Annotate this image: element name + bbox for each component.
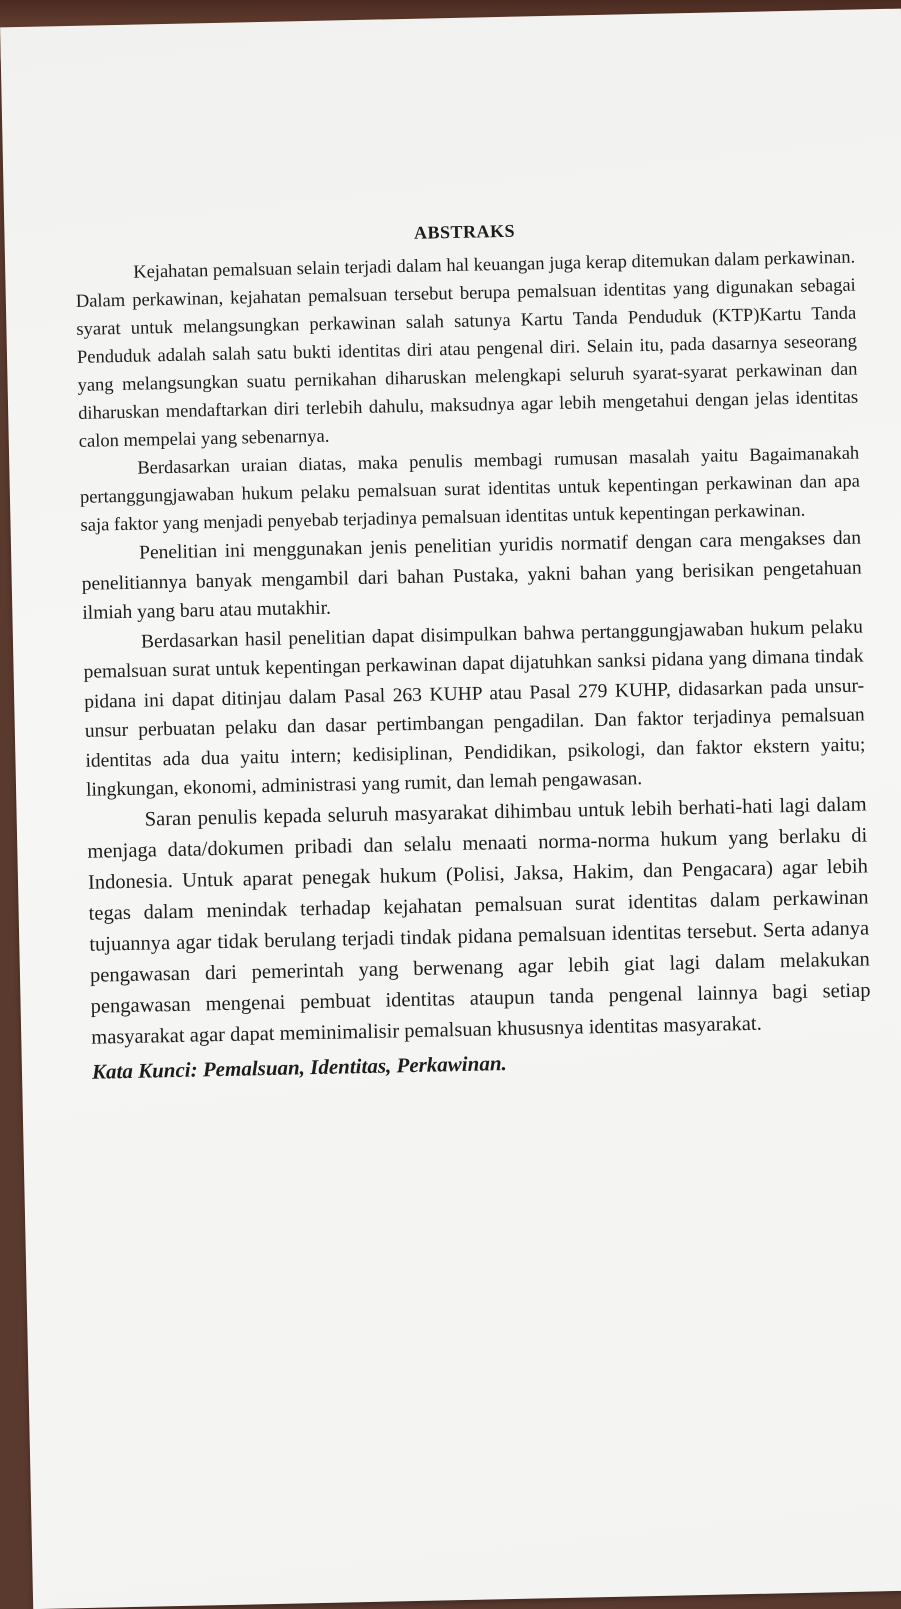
abstract-section <box>74 210 872 1088</box>
abstract-paragraph-4: Berdasarkan hasil penelitian dapat disimpulkan bahwa pertanggungjawaban hukum pelaku pemalsuan surat untuk kepentingan perkawinan dapat dijatuhkan sanksi pidana yang dimana tindak pidana ini dapat ditinjau dalam Pasal 263 KUHP atau Pasal 279 KUHP, didasarkan pada unsur-unsur perbuatan pelaku dan dasar pertimbangan pengadilan. Dan faktor terjadinya pemalsuan identitas ada dua yaitu intern; kedisiplinan, Pendidikan, psikologi, dan faktor ekstern yaitu; lingkungan, ekonomi, administrasi yang rumit, dan lemah pengawasan. <box>83 616 866 801</box>
keywords: Kata Kunci: Pemalsuan, Identitas, Perkawinan. <box>91 1050 507 1084</box>
abstract-paragraph-5: Saran penulis kepada seluruh masyarakat dihimbau untuk lebih berhati-hati lagi dalam menjaga data/dokumen pribadi dan selalu menaati norma-norma hukum yang berlaku di Indonesia. Untuk aparat penegak hukum (Polisi, Jaksa, Hakim, dan Pengacara) agar lebih tegas dalam menindak terhadap kejahatan pemalsuan surat identitas dalam perkawinan tujuannya agar tidak berulang terjadi tindak pidana pemalsuan identitas tersebut. Serta adanya pengawasan dari pemerintah yang berwenang agar lebih giat lagi dalam melakukan pengawasan mengenai pembuat identitas ataupun tanda pengenal lainnya bagi setiap masyarakat agar dapat meminimalisir pemalsuan khususnya identitas masyarakat. <box>87 792 871 1049</box>
abstract-paragraph-1: Kejahatan pemalsuan selain terjadi dalam hal keuangan juga kerap ditemukan dalam perkawinan. Dalam perkawinan, kejahatan pemalsuan tersebut berupa pemalsuan identitas yang digunakan sebagai syarat untuk melangsungkan perkawinan salah satunya Kartu Tanda Penduduk (KTP)Kartu Tanda Penduduk adalah salah satu bukti identitas diri atau pengenal diri. Selain itu, pada dasarnya seseorang yang melangsungkan suatu pernikahan diharuskan melengkapi seluruh syarat-syarat perkawinan dan diharuskan mendaftarkan diri terlebih dahulu, maksudnya agar lebih mengetahui dengan jelas identitas calon mempelai yang sebenarnya. <box>75 247 859 452</box>
paper-sheet <box>0 9 901 1609</box>
abstract-paragraph-3: Penelitian ini menggunakan jenis penelitian yuridis normatif dengan cara mengakses dan penelitiannya banyak mengambil dari bahan Pustaka, yakni bahan yang berisikan pengetahuan ilmiah yang baru atau mutakhir. <box>81 527 862 624</box>
abstract-title: ABSTRAKS <box>413 220 516 243</box>
abstract-paragraph-2: Berdasarkan uraian diatas, maka penulis membagi rumusan masalah yaitu Bagaimanakah pertanggungjawaban hukum pelaku pemalsuan surat identitas untuk kepentingan perkawinan dan apa saja faktor yang menjadi penyebab terjadinya pemalsuan identitas untuk kepentingan perkawinan. <box>79 443 861 536</box>
